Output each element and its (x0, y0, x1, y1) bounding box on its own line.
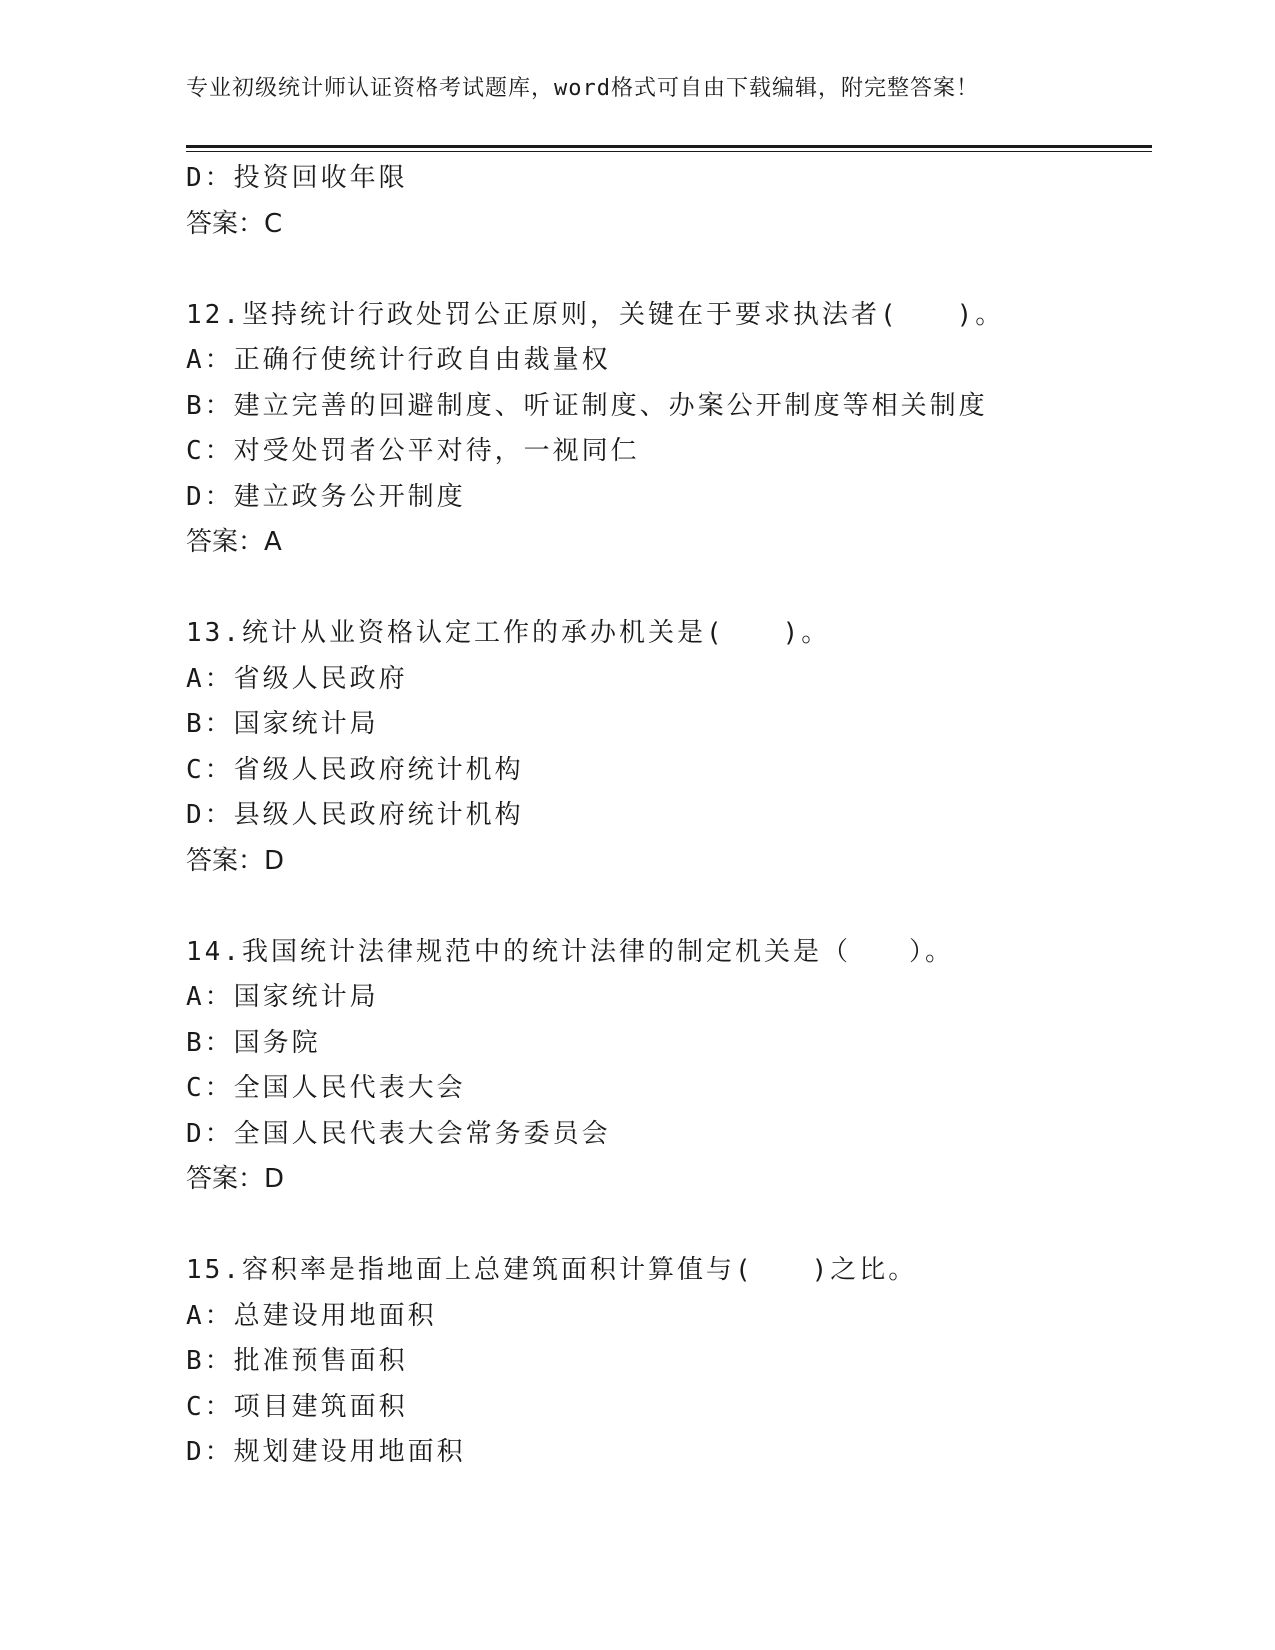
option-a: A：总建设用地面积 (186, 1300, 437, 1331)
option-d: D：规划建设用地面积 (186, 1437, 466, 1467)
question-15 (186, 1248, 1152, 1476)
answer-line: 答案：D (186, 1164, 285, 1194)
document-body (186, 156, 1152, 1476)
header-rule-thick (186, 145, 1152, 148)
spacer (186, 884, 1152, 930)
question-12 (186, 293, 1152, 566)
option-d: D：全国人民代表大会常务委员会 (186, 1118, 611, 1149)
spacer (186, 247, 1152, 293)
header-rule-thin (186, 151, 1152, 152)
question-13 (186, 611, 1152, 884)
spacer (186, 566, 1152, 612)
option-a: A：省级人民政府 (186, 663, 408, 694)
option-c: C：对受处罚者公平对待，一视同仁 (186, 436, 640, 466)
answer-line: 答案：A (186, 527, 282, 557)
option-d: D：投资回收年限 (186, 163, 408, 193)
option-b: B：国家统计局 (186, 709, 379, 739)
option-d: D：建立政务公开制度 (186, 481, 466, 512)
answer-line: 答案：D (186, 845, 285, 876)
option-d: D：县级人民政府统计机构 (186, 800, 524, 830)
question-stem: 13.统计从业资格认定工作的承办机关是( )。 (186, 618, 831, 648)
option-a: A：国家统计局 (186, 982, 379, 1012)
option-c: C：项目建筑面积 (186, 1391, 408, 1422)
question-stem: 12.坚持统计行政处罚公正原则，关键在于要求执法者( )。 (186, 299, 1005, 330)
answer-line: 答案：C (186, 208, 283, 239)
option-a: A：正确行使统计行政自由裁量权 (186, 345, 611, 375)
option-b: B：批准预售面积 (186, 1346, 408, 1376)
option-c: C：省级人民政府统计机构 (186, 754, 524, 785)
spacer (186, 1203, 1152, 1249)
option-c: C：全国人民代表大会 (186, 1073, 466, 1103)
question-stem: 14.我国统计法律规范中的统计法律的制定机关是（ ）。 (186, 936, 954, 967)
option-b: B：建立完善的回避制度、听证制度、办案公开制度等相关制度 (186, 390, 988, 421)
question-stem: 15.容积率是指地面上总建筑面积计算值与( )之比。 (186, 1255, 918, 1285)
question-14 (186, 930, 1152, 1203)
option-b: B：国务院 (186, 1027, 321, 1058)
page-header: 专业初级统计师认证资格考试题库，word格式可自由下载编辑，附完整答案！ (186, 76, 979, 101)
